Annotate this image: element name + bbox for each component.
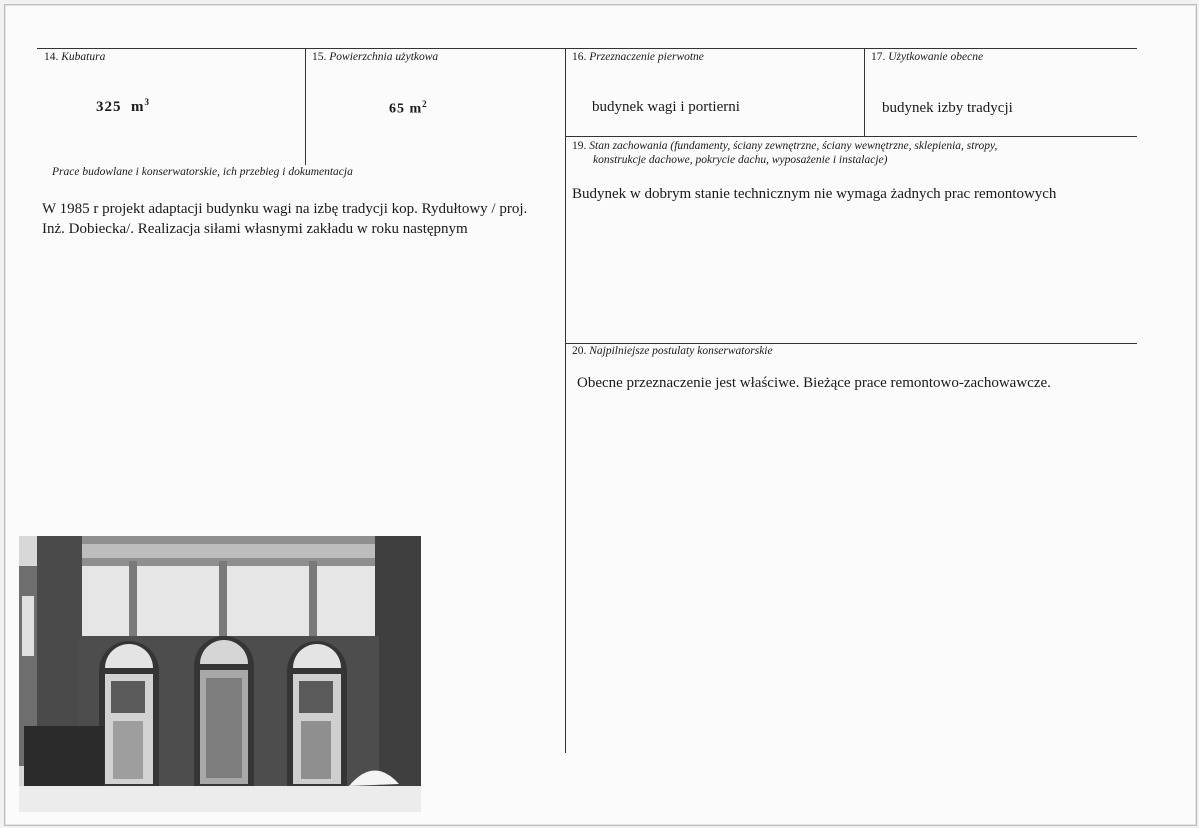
divider-14-15 [305,48,306,165]
field-17-value: budynek izby tradycji [882,100,1013,116]
field-19-text: Budynek w dobrym stanie technicznym nie wymaga żadnych prac remontowych [572,186,1057,202]
field-20-text: Obecne przeznaczenie jest właściwe. Bieżące prace remontowo-zachowawcze. [577,375,1051,391]
building-photo [19,536,421,812]
field-18-line-2: Inż. Dobiecka/. Realizacja siłami własnymi zakładu w roku następnym [42,221,468,237]
field-16-value: budynek wagi i portierni [592,99,740,115]
field-18-text [42,199,562,239]
field-19-label: 19. Stan zachowania (fundamenty, ściany zewnętrzne, ściany wewnętrzne, sklepienia, stropy, konstrukcje dachowe, pokrycie dachu, wyposażenie i instalacje) [572,140,998,166]
field-16-label: 16. Przeznaczenie pierwotne [572,51,704,63]
top-rule [37,48,1137,49]
field-17-label: 17. Użytkowanie obecne [871,51,984,63]
field-14-value: 325 $m^3$ [96,97,150,115]
field-18-label: Prace budowlane i konserwatorskie, ich przebieg i dokumentacja [52,166,353,178]
field-18-line-1: W 1985 r projekt adaptacji budynku wagi na izbę tradycji kop. Rydułtowy / proj. [42,201,528,217]
field-14-label: 14. Kubatura [44,51,106,63]
field-15-value: 65 $m^2$ [389,99,428,117]
divider-16-17 [864,48,865,136]
field-20-label: 20. Najpilniejsze postulaty konserwatorskie [572,345,773,357]
main-divider [565,48,566,753]
rule-under-16-17 [565,136,1137,137]
rule-under-19 [565,343,1137,344]
field-15-label: 15. Powierzchnia użytkowa [312,51,439,63]
